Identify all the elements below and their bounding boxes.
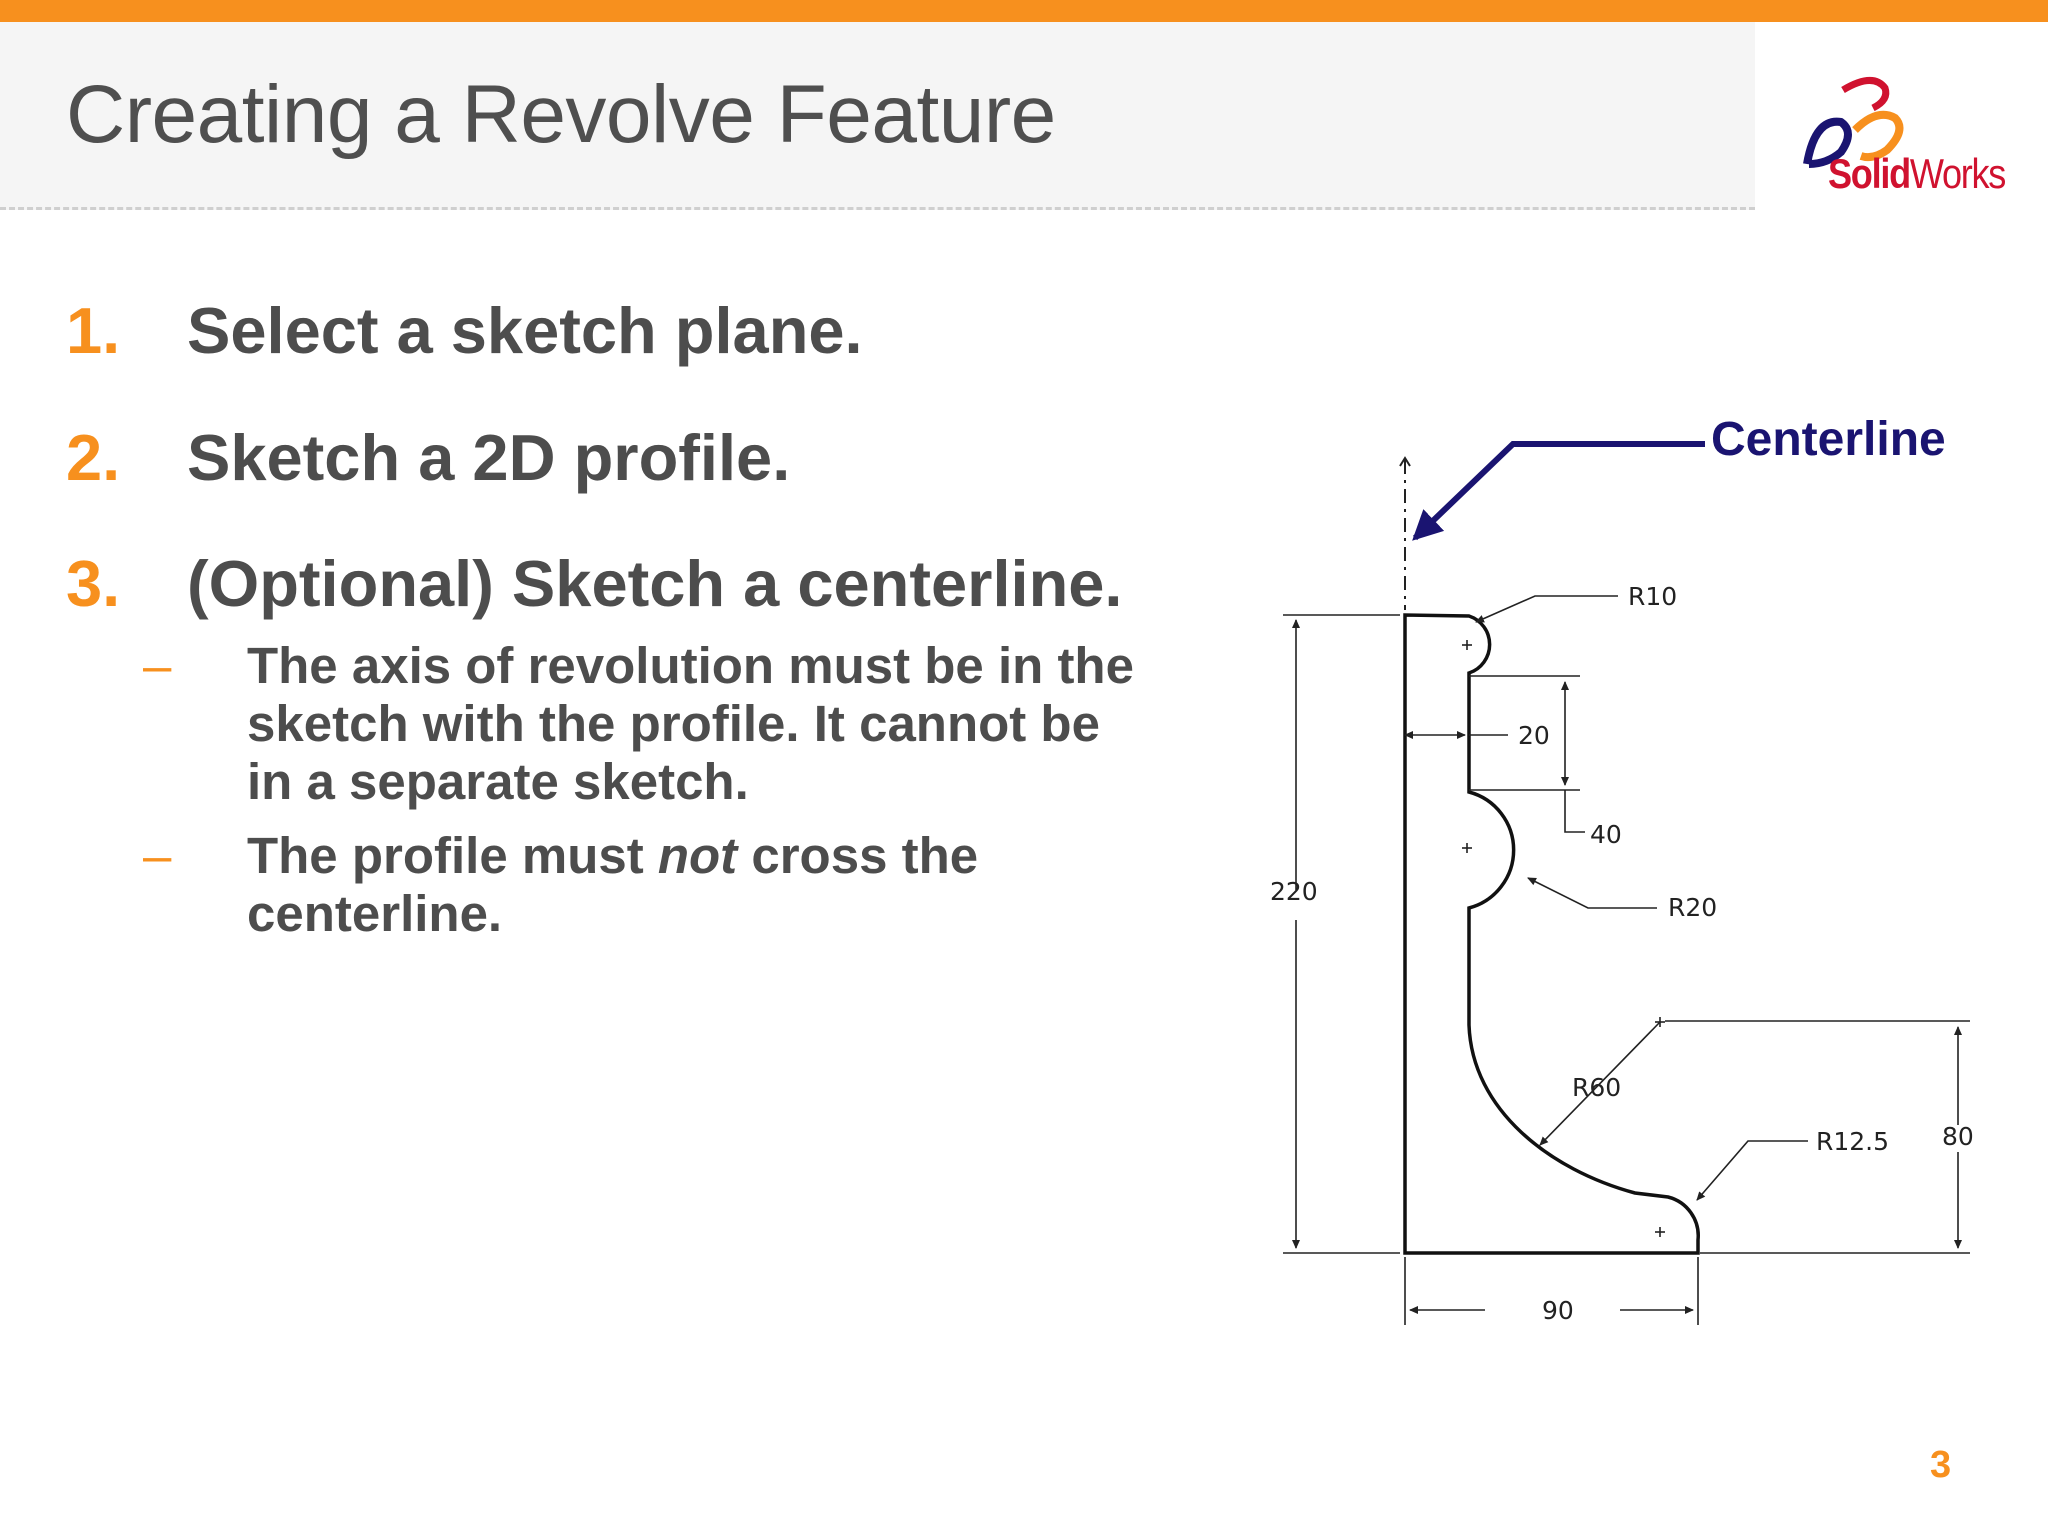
step-text: (Optional) Sketch a centerline. [187, 547, 1123, 620]
dim-90: 90 [1542, 1296, 1574, 1325]
dim-80: 80 [1942, 1122, 1974, 1151]
sub-bullet-dash: – [143, 637, 172, 694]
dim-r10: R10 [1628, 582, 1678, 611]
centerline-callout-label: Centerline [1711, 413, 1946, 466]
step-list [0, 0, 1260, 1000]
revolve-profile-drawing [1250, 400, 2010, 1350]
dim-40: 40 [1590, 820, 1622, 849]
step-text: Select a sketch plane. [187, 294, 863, 367]
dim-r12-5: R12.5 [1816, 1127, 1890, 1156]
solidworks-wordmark: SolidWorks [1828, 150, 2006, 197]
sub-bullet-dash: – [143, 827, 172, 884]
step-number: 1. [66, 294, 121, 367]
page-number: 3 [1930, 1444, 1952, 1486]
step-number: 2. [66, 421, 121, 494]
step-text: Sketch a 2D profile. [187, 421, 791, 494]
dim-20: 20 [1518, 721, 1550, 750]
dim-r60: R60 [1572, 1073, 1622, 1102]
slide-title: Creating a Revolve Feature [66, 69, 1056, 160]
sub-bullet-text: The profile must not cross the centerline. [247, 827, 979, 942]
sub-bullet-text: The axis of revolution must be in the sketch with the profile. It cannot be in a separate sketch. [247, 637, 1134, 810]
profile-outline [1405, 615, 1698, 1253]
step-number: 3. [66, 547, 121, 620]
dim-220: 220 [1270, 877, 1318, 906]
dim-r20: R20 [1668, 893, 1718, 922]
centerline-callout-arrow [1415, 444, 1705, 538]
